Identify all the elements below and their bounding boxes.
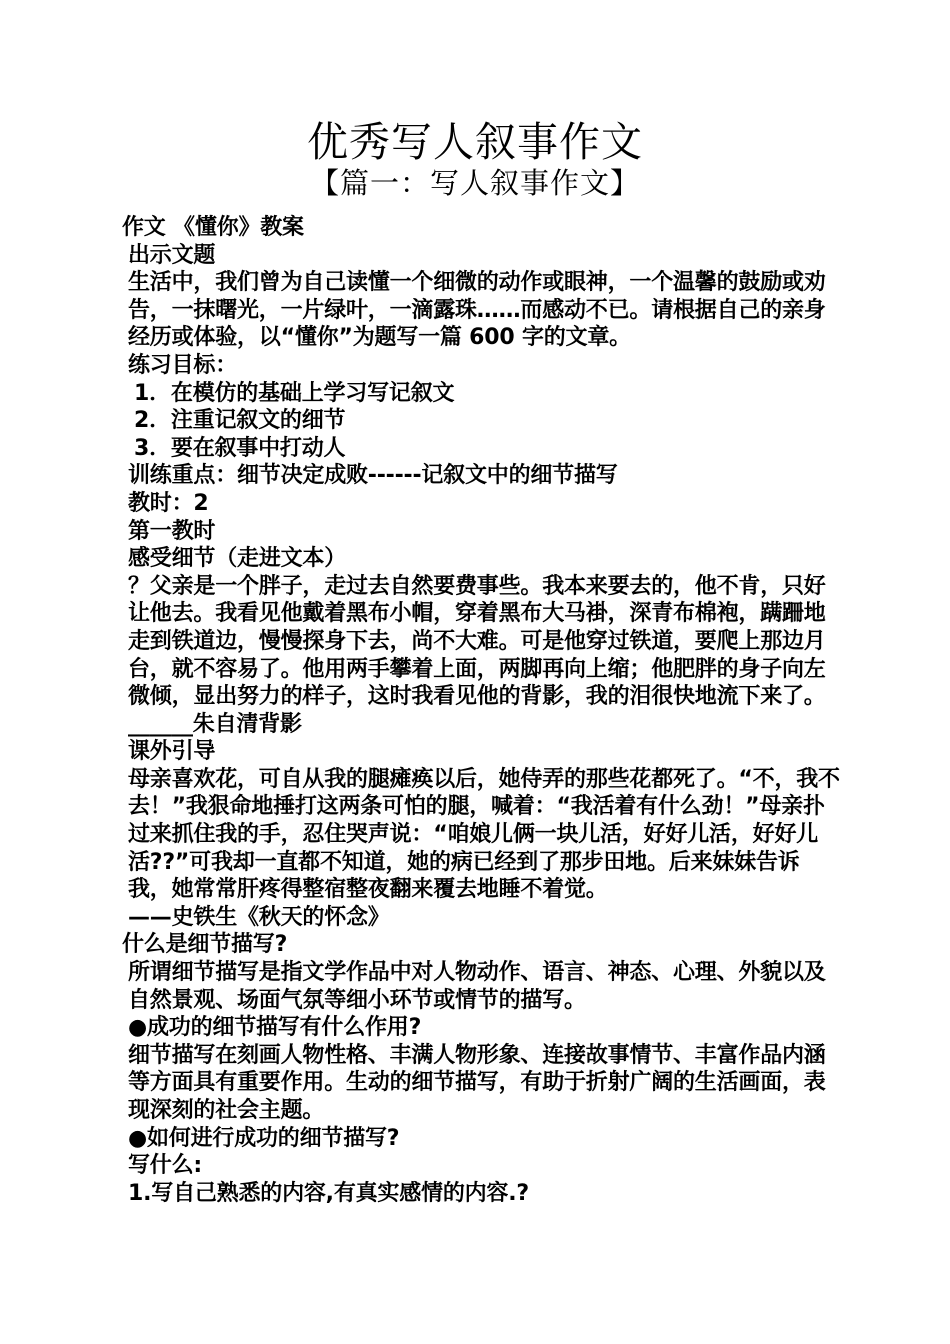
- section-heading: ●如何进行成功的细节描写?: [128, 1125, 400, 1151]
- section-heading: 出示文题: [128, 242, 216, 268]
- list-item: 1．在模仿的基础上学习写记叙文: [134, 380, 455, 406]
- list-item: 3．要在叙事中打动人: [134, 435, 346, 461]
- quote-attribution: ——史铁生《秋天的怀念》: [128, 904, 390, 930]
- section-heading: ●成功的细节描写有什么作用?: [128, 1015, 422, 1041]
- quote-paragraph: 母亲喜欢花，可自从我的腿瘫痪以后，她侍弄的那些花都死了。“不，我不去！”我狠命地捶打这两条可怕的腿，喊着：“我活着有什么劲！”母亲扑过来抓住我的手，忍住哭声说：“咱娘儿俩一块儿活，好好儿活，好好儿活??”可我却一直都不知道，她的病已经到了那步田地。后来妹妹告诉我，她常常肝疼得整宿整夜翻来覆去地睡不着觉。: [128, 766, 840, 903]
- list-item: 1.写自己熟悉的内容,有真实感情的内容.?: [128, 1180, 529, 1206]
- section-heading: 什么是细节描写?: [122, 932, 288, 958]
- essay-heading: 作文 《懂你》教案: [122, 215, 304, 240]
- section-heading: 写什么:: [128, 1153, 202, 1179]
- section-heading: 第一教时: [128, 518, 216, 544]
- paragraph: 训练重点：细节决定成败------记叙文中的细节描写: [128, 463, 618, 489]
- section-heading: 课外引导: [128, 739, 216, 765]
- paragraph: 生活中，我们曾为自己读懂一个细微的动作或眼神，一个温馨的鼓励或劝告，一抹曙光，一片绿叶，一滴露珠……而感动不已。请根据自己的亲身经历或体验，以“懂你”为题写一篇 600 字的文章。: [128, 270, 826, 351]
- quote-paragraph: ？父亲是一个胖子，走过去自然要费事些。我本来要去的，他不肯，只好让他去。我看见他戴着黑布小帽，穿着黑布大马褂，深青布棉袍，蹒跚地走到铁道边，慢慢探身下去，尚不大难。可是他穿过铁道，要爬上那边月台，就不容易了。他用两手攀着上面，两脚再向上缩；他肥胖的身子向左微倾，显出努力的样子，这时我看见他的背影，我的泪很快地流下来了。______朱自清背影: [128, 573, 826, 737]
- paragraph: 细节描写在刻画人物性格、丰满人物形象、连接故事情节、丰富作品内涵等方面具有重要作用。生动的细节描写，有助于折射广阔的生活画面，表现深刻的社会主题。: [128, 1042, 826, 1123]
- section-heading: 练习目标：: [128, 352, 238, 378]
- document-title: 优秀写人叙事作文: [307, 118, 643, 166]
- paragraph: 教时：2: [128, 490, 209, 516]
- section-heading: 感受细节（走进文本）: [128, 546, 347, 572]
- document-subtitle: 【篇一：写人叙事作文】: [309, 166, 640, 200]
- paragraph: 所谓细节描写是指文学作品中对人物动作、语言、神态、心理、外貌以及自然景观、场面气氛等细小环节或情节的描写。: [128, 960, 826, 1013]
- document-body: [116, 214, 840, 1207]
- list-item: 2．注重记叙文的细节: [134, 408, 346, 434]
